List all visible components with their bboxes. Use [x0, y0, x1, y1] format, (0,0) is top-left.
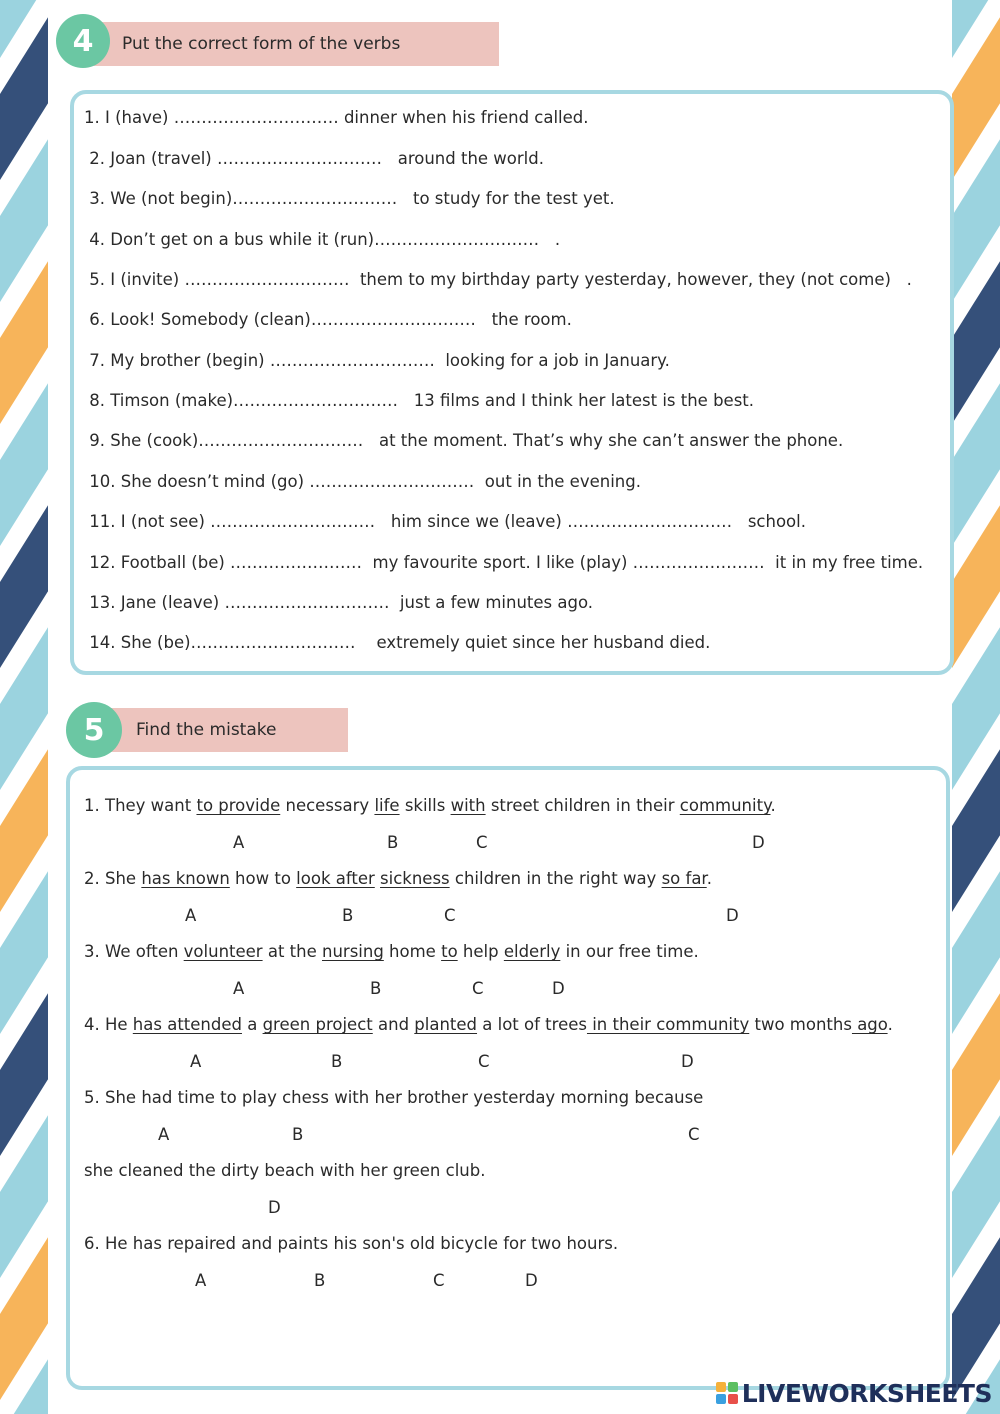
option-letter-d: D: [726, 906, 739, 925]
section-number-badge: 4: [56, 14, 110, 68]
option-letter-a: A: [195, 1271, 207, 1290]
verbs-exercise-box: [70, 90, 954, 675]
option-letter-b: B: [331, 1052, 343, 1071]
verb-item-1: 1. I (have) ………………………… dinner when his friend called.: [84, 108, 589, 127]
liveworksheets-logo: [716, 1378, 992, 1408]
logo-text: LIVEWORKSHEETS: [741, 1378, 992, 1408]
verb-item-12: 12. Football (be) …………………… my favourite sport. I like (play) …………………… it in my free time.: [84, 553, 924, 572]
option-letter-b: B: [370, 979, 382, 998]
option-letter-c: C: [476, 833, 488, 852]
verb-item-5: 5. I (invite) ………………………… them to my birthday party yesterday, however, they (not come) .: [84, 270, 912, 289]
mistake-question-5-line-2: she cleaned the dirty beach with her green club.: [84, 1161, 486, 1180]
verb-item-8: 8. Timson (make)………………………… 13 films and I think her latest is the best.: [84, 391, 755, 410]
section-title: Put the correct form of the verbs: [94, 22, 499, 66]
option-letter-d: D: [268, 1198, 281, 1217]
mistake-question-4: 4. He has attended a green project and planted a lot of trees in their community two months ago.: [84, 1015, 893, 1034]
option-letter-c: C: [478, 1052, 490, 1071]
option-letter-c: C: [688, 1125, 700, 1144]
option-letter-d: D: [525, 1271, 538, 1290]
verb-item-2: 2. Joan (travel) ………………………… around the world.: [84, 149, 544, 168]
option-letter-c: C: [433, 1271, 445, 1290]
option-letter-a: A: [158, 1125, 170, 1144]
verb-item-3: 3. We (not begin)………………………… to study for the test yet.: [84, 189, 615, 208]
section-number-badge: 5: [66, 702, 122, 758]
option-letter-b: B: [342, 906, 354, 925]
verb-item-6: 6. Look! Somebody (clean)………………………… the room.: [84, 310, 572, 329]
option-letter-d: D: [681, 1052, 694, 1071]
option-letter-a: A: [233, 833, 245, 852]
option-letter-a: A: [185, 906, 197, 925]
verb-item-7: 7. My brother (begin) ………………………… looking for a job in January.: [84, 351, 670, 370]
option-letter-b: B: [314, 1271, 326, 1290]
verb-item-4: 4. Don’t get on a bus while it (run)………………………… .: [84, 230, 561, 249]
left-stripe-border: [0, 0, 48, 1414]
option-letter-c: C: [444, 906, 456, 925]
option-letter-b: B: [387, 833, 399, 852]
verb-item-10: 10. She doesn’t mind (go) ………………………… out in the evening.: [84, 472, 641, 491]
mistake-exercise-box: [66, 766, 950, 1390]
option-letter-a: A: [190, 1052, 202, 1071]
mistake-question-2: 2. She has known how to look after sickness children in the right way so far.: [84, 869, 712, 888]
option-letter-d: D: [552, 979, 565, 998]
verb-item-9: 9. She (cook)………………………… at the moment. That’s why she can’t answer the phone.: [84, 431, 844, 450]
mistake-question-6: 6. He has repaired and paints his son's old bicycle for two hours.: [84, 1234, 619, 1253]
option-letter-b: B: [292, 1125, 304, 1144]
option-letter-c: C: [472, 979, 484, 998]
mistake-question-3: 3. We often volunteer at the nursing home to help elderly in our free time.: [84, 942, 699, 961]
mistake-question-5-line-1: 5. She had time to play chess with her brother yesterday morning because: [84, 1088, 704, 1107]
mistake-question-1: 1. They want to provide necessary life skills with street children in their community.: [84, 796, 776, 815]
verb-item-14: 14. She (be)………………………… extremely quiet since her husband died.: [84, 633, 711, 652]
verb-item-13: 13. Jane (leave) ………………………… just a few minutes ago.: [84, 593, 594, 612]
option-letter-a: A: [233, 979, 245, 998]
option-letter-d: D: [752, 833, 765, 852]
verb-item-11: 11. I (not see) ………………………… him since we (leave) ………………………… school.: [84, 512, 806, 531]
right-stripe-border: [952, 0, 1000, 1414]
logo-grid-icon: [716, 1382, 738, 1404]
section-title: Find the mistake: [104, 708, 348, 752]
